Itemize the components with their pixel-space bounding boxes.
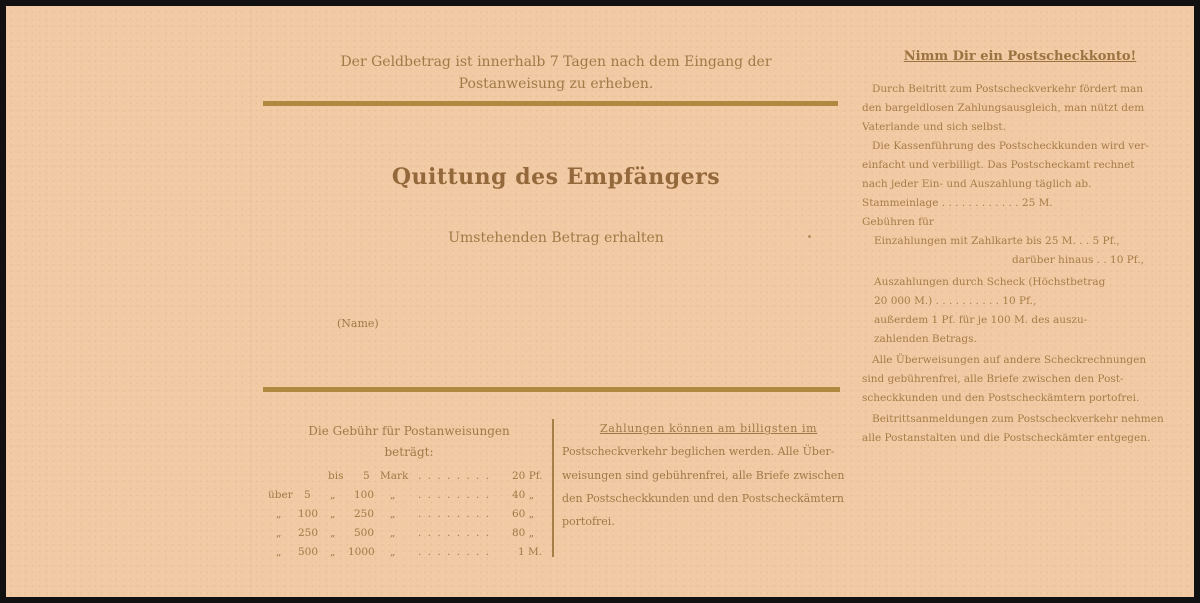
fee-to-word: „: [330, 508, 336, 520]
payments-line-4: den Postscheckkunden und den Postscheckämtern: [562, 492, 844, 505]
fee-to-word: „: [330, 546, 336, 558]
fees-heading-2: beträgt:: [384, 445, 434, 459]
fee-to: 1000: [348, 546, 375, 558]
stray-dot: [808, 235, 811, 238]
fee-from: 100: [298, 508, 319, 520]
fee-unit: Mark: [380, 470, 409, 482]
fee-leader: . . . . . . . .: [418, 508, 491, 520]
fee-amount: 1 M.: [518, 546, 543, 558]
payments-line-2: Postscheckverkehr beglichen werden. Alle Über-: [562, 445, 835, 458]
column-divider: [552, 419, 554, 557]
receipt-subtitle: Umstehenden Betrag erhalten: [448, 230, 664, 246]
notice-line-1: Der Geldbetrag ist innerhalb 7 Tagen nach dem Eingang der: [340, 54, 772, 70]
postal-money-order-back: [6, 6, 1194, 597]
fee-amount: 60 „: [512, 508, 535, 520]
advert-line: zahlenden Betrags.: [874, 333, 977, 345]
advert-line: Alle Überweisungen auf andere Scheckrechnungen: [872, 354, 1147, 366]
fee-row: [268, 527, 548, 543]
advert-line: Gebühren für: [862, 216, 934, 228]
fee-unit: „: [390, 508, 396, 520]
fee-leader: . . . . . . . .: [418, 546, 491, 558]
fold-line: [251, 6, 253, 597]
middle-rule: [263, 387, 840, 392]
fee-row: [268, 470, 548, 486]
fee-amount: 20 Pf.: [512, 470, 543, 482]
advert-line: Die Kassenführung des Postscheckkunden wird ver-: [872, 140, 1149, 152]
fee-to: 250: [354, 508, 375, 520]
payments-line-3: weisungen sind gebührenfrei, alle Briefe zwischen: [562, 469, 845, 482]
top-rule: [263, 101, 838, 106]
advert-line: scheckkunden und den Postscheckämtern portofrei.: [862, 392, 1140, 404]
fee-to-word: bis: [328, 470, 344, 482]
fee-unit: „: [390, 489, 396, 501]
advert-title: Nimm Dir ein Postscheckkonto!: [903, 49, 1137, 64]
fee-prefix: „: [276, 508, 282, 520]
advert-line: einfacht und verbilligt. Das Postscheckamt rechnet: [862, 159, 1135, 171]
fee-from: 250: [298, 527, 319, 539]
fee-prefix: „: [276, 546, 282, 558]
advert-line: Auszahlungen durch Scheck (Höchstbetrag: [874, 276, 1106, 288]
fee-to: 500: [354, 527, 375, 539]
fee-to-word: „: [330, 489, 336, 501]
fee-from: 500: [298, 546, 319, 558]
receipt-title: Quittung des Empfängers: [391, 164, 721, 190]
notice-line-2: Postanweisung zu erheben.: [458, 76, 654, 92]
fee-to: 100: [354, 489, 375, 501]
advert-line: darüber hinaus . . 10 Pf.,: [1012, 254, 1144, 266]
advert-line: Beitrittsanmeldungen zum Postscheckverkehr nehmen: [872, 413, 1164, 425]
advert-line: Durch Beitritt zum Postscheckverkehr fördert man: [872, 83, 1144, 95]
fee-row: [268, 489, 548, 505]
payments-line-5: portofrei.: [562, 515, 615, 528]
advert-line: Stammeinlage . . . . . . . . . . . . 25 M.: [862, 197, 1053, 209]
fee-row: [268, 508, 548, 524]
fee-amount: 80 „: [512, 527, 535, 539]
fee-from: 5: [304, 489, 311, 501]
fee-leader: . . . . . . . .: [418, 527, 491, 539]
fee-to-word: „: [330, 527, 336, 539]
advert-line: den bargeldlosen Zahlungsausgleich, man nützt dem: [862, 102, 1145, 114]
fee-amount: 40 „: [512, 489, 535, 501]
advert-line: Einzahlungen mit Zahlkarte bis 25 M. . . 5 Pf.,: [874, 235, 1120, 247]
fee-row: [268, 546, 548, 562]
advert-line: nach jeder Ein- und Auszahlung täglich ab.: [862, 178, 1092, 190]
fees-heading-1: Die Gebühr für Postanweisungen: [308, 424, 510, 438]
advert-line: 20 000 M.) . . . . . . . . . . 10 Pf.,: [874, 295, 1037, 307]
name-label: (Name): [337, 317, 379, 330]
advert-line: sind gebührenfrei, alle Briefe zwischen den Post-: [862, 373, 1124, 385]
fee-unit: „: [390, 546, 396, 558]
advert-line: Vaterlande und sich selbst.: [862, 121, 1006, 133]
fee-prefix: über: [268, 489, 293, 501]
fee-prefix: „: [276, 527, 282, 539]
fee-to: 5: [363, 470, 370, 482]
fee-leader: . . . . . . . .: [418, 470, 491, 482]
payments-line-1: Zahlungen können am billigsten im: [600, 422, 818, 435]
advert-line: außerdem 1 Pf. für je 100 M. des auszu-: [874, 314, 1088, 326]
fee-unit: „: [390, 527, 396, 539]
advert-line: alle Postanstalten und die Postscheckämter entgegen.: [862, 432, 1151, 444]
fee-leader: . . . . . . . .: [418, 489, 491, 501]
